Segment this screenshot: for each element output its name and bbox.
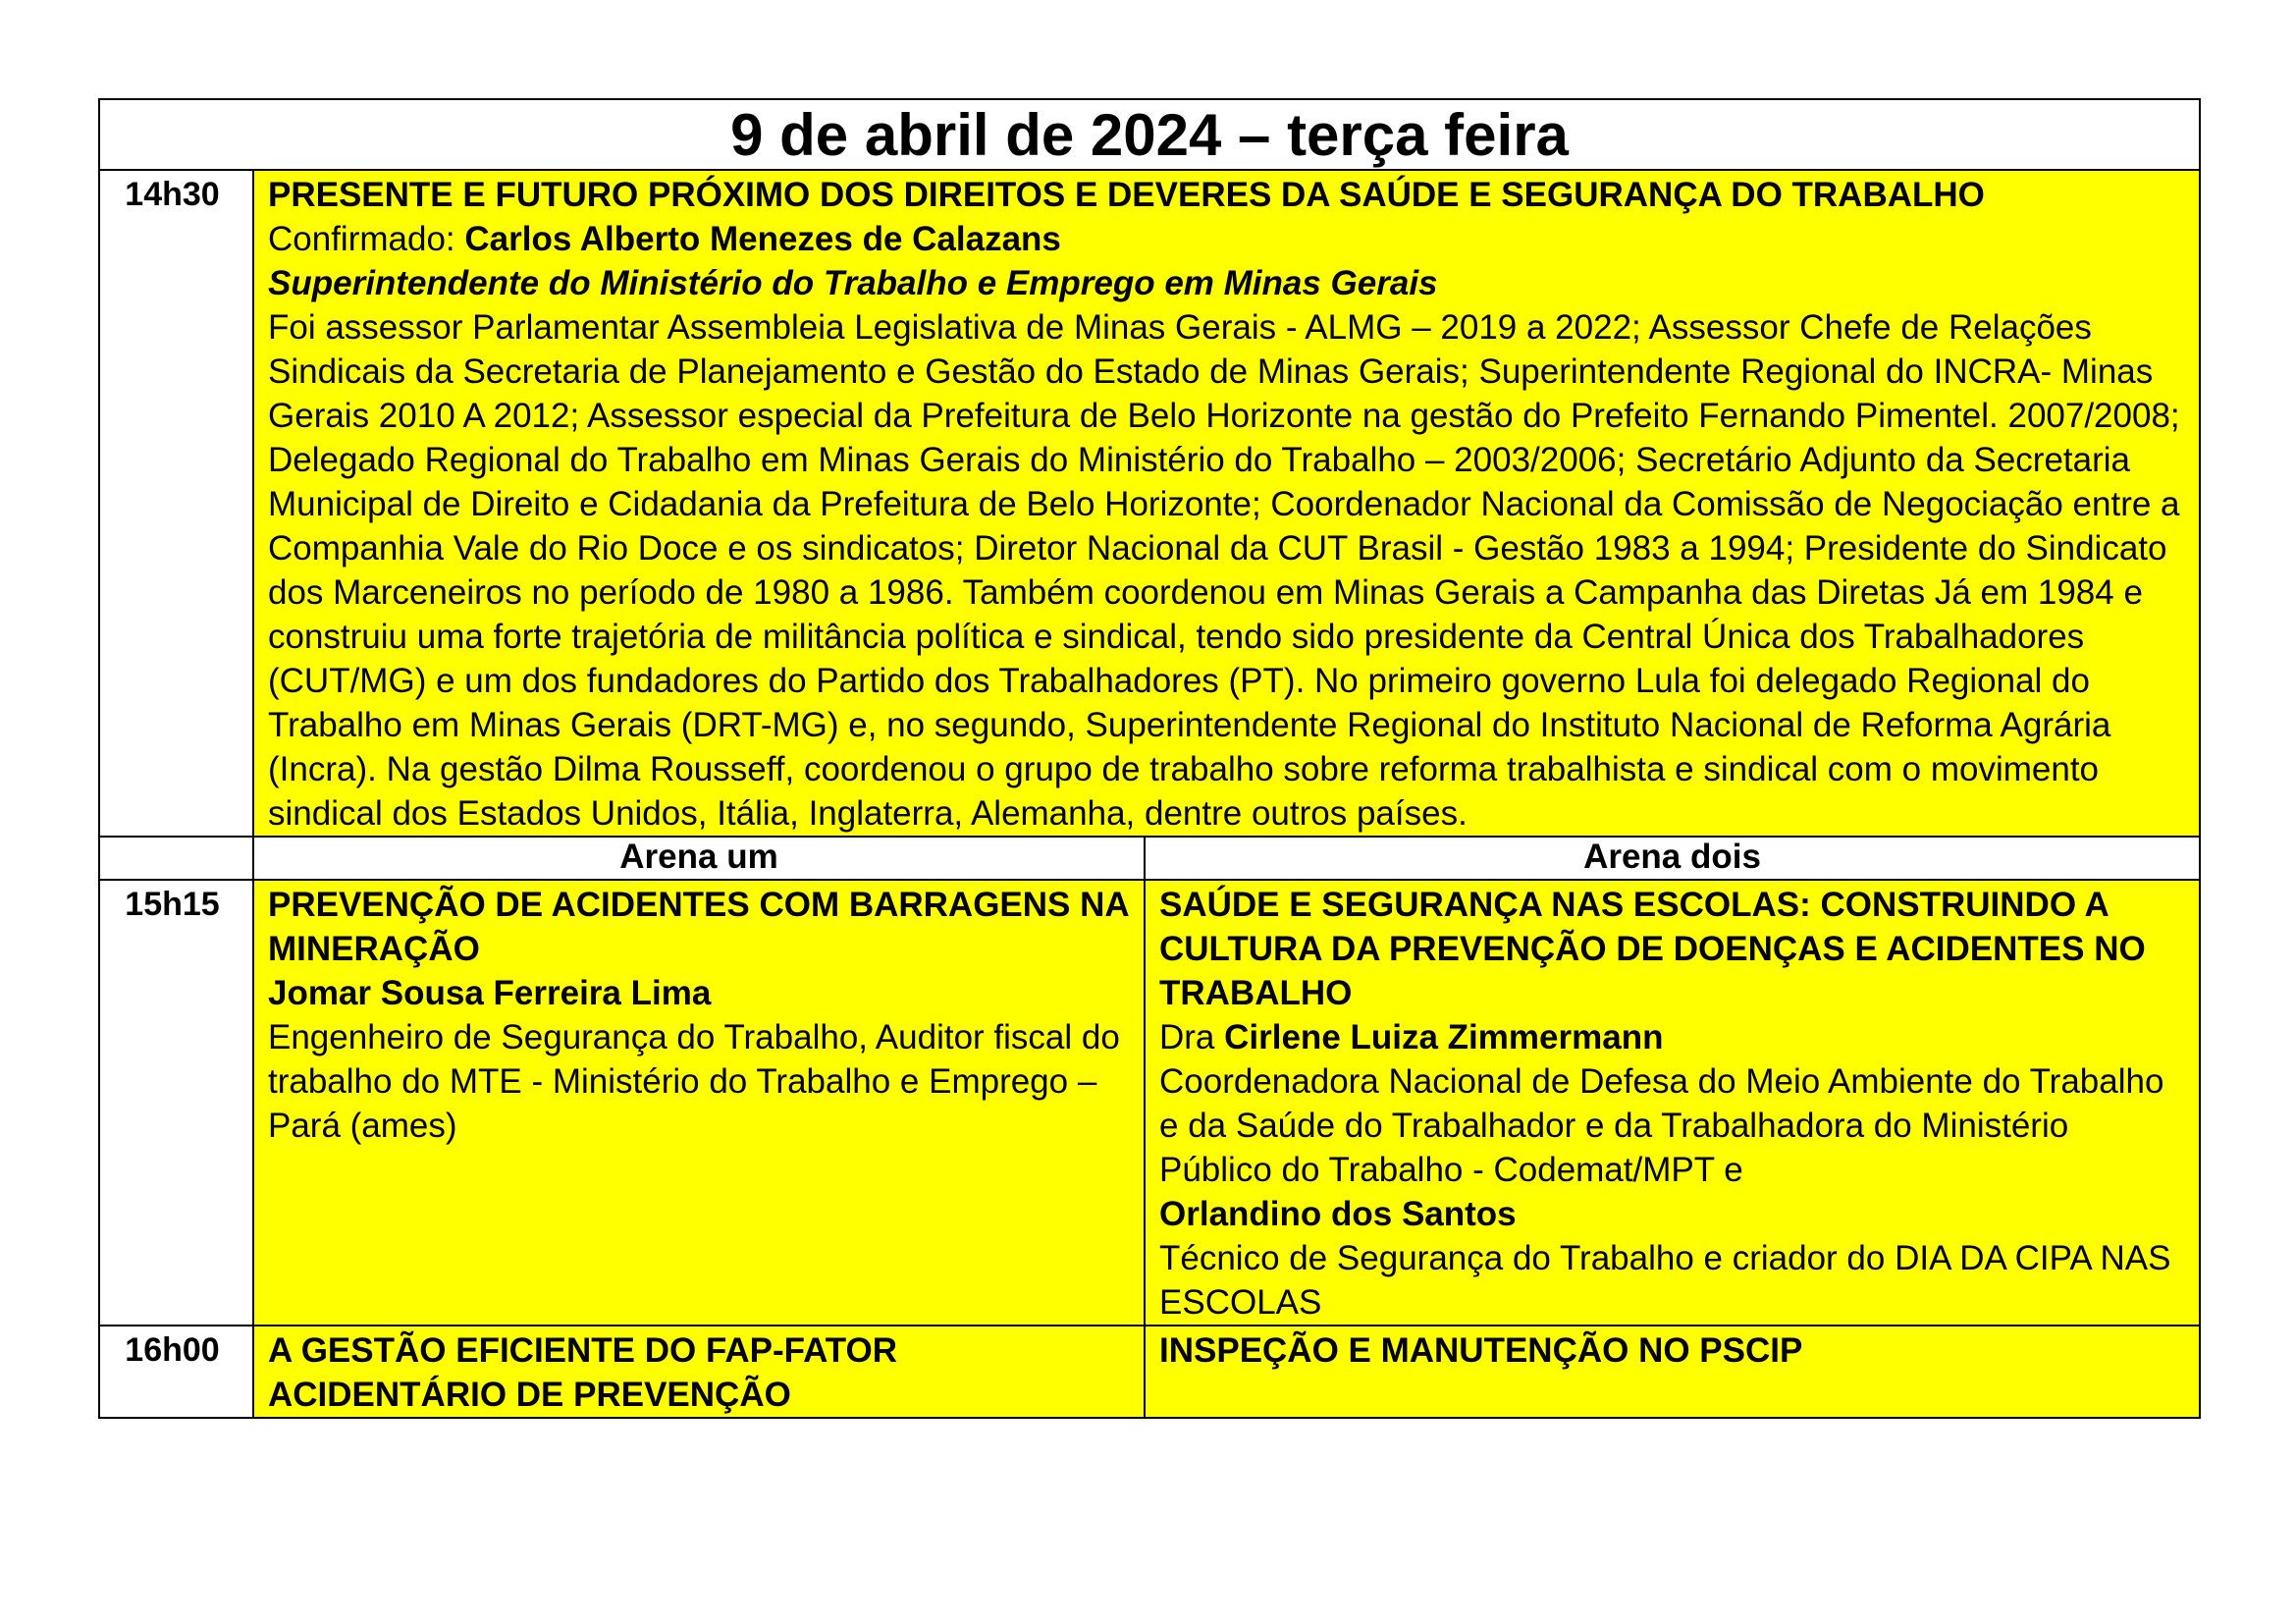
speaker-bio: Engenheiro de Segurança do Trabalho, Auditor fiscal do trabalho do MTE - Ministério do Trabalho e Emprego – Pará (ames) — [268, 1018, 1120, 1145]
time-cell: 16h00 — [99, 1326, 253, 1418]
schedule-table — [98, 98, 2201, 1419]
arena-one-header: Arena um — [253, 837, 1145, 880]
time-cell: 14h30 — [99, 170, 253, 837]
session-row-1600 — [99, 1326, 2200, 1418]
speaker-bio: Foi assessor Parlamentar Assembleia Legislativa de Minas Gerais - ALMG – 2019 a 2022; Assessor Chefe de Relações Sindicais da Secretaria de Planejamento e Gestão do Estado de Minas Gerais; Superintendente Regional do INCRA- Minas Gerais 2010 A 2012; Assessor especial da Prefeitura de Belo Horizonte na gestão do Prefeito Fernando Pimentel. 2007/2008; Delegado Regional do Trabalho em Minas Gerais do Ministério do Trabalho – 2003/2006; Secretário Adjunto da Secretaria Municipal de Direito e Cidadania da Prefeitura de Belo Horizonte; Coordenador Nacional da Comissão de Negociação entre a Companhia Vale do Rio Doce e os sindicatos; Diretor Nacional da CUT Brasil - Gestão 1983 a 1994; Presidente do Sindicato dos Marceneiros no período de 1980 a 1986. Também coordenou em Minas Gerais a Campanha das Diretas Já em 1984 e construiu uma forte trajetória de militância política e sindical, tendo sido presidente da Central Única dos Trabalhadores (CUT/MG) e um dos fundadores do Partido dos Trabalhadores (PT). No primeiro governo Lula foi delegado Regional do Trabalho em Minas Gerais (DRT-MG) e, no segundo, Superintendente Regional do Instituto Nacional de Reforma Agrária (Incra). Na gestão Dilma Rousseff, coordenou o grupo de trabalho sobre reforma trabalhista e sindical com o movimento sindical dos Estados Unidos, Itália, Inglaterra, Alemanha, dentre outros países. — [268, 308, 2180, 833]
empty-cell — [99, 837, 253, 880]
arena-one-session — [253, 880, 1145, 1326]
speaker-prefix: Confirmado: — [268, 220, 465, 258]
speaker-line — [1159, 1015, 2185, 1059]
arena-one-session — [253, 1326, 1145, 1418]
session-title: INSPEÇÃO E MANUTENÇÃO NO PSCIP — [1159, 1331, 1803, 1370]
speaker-name: Carlos Alberto Menezes de Calazans — [464, 220, 1061, 258]
arena-two-header: Arena dois — [1145, 837, 2200, 880]
title-row — [99, 99, 2200, 170]
page-title: 9 de abril de 2024 – terça feira — [99, 99, 2200, 170]
speaker-role: Superintendente do Ministério do Trabalho e Emprego em Minas Gerais — [268, 264, 1438, 302]
speaker-name: Cirlene Luiza Zimmermann — [1224, 1018, 1664, 1056]
session-title: PRESENTE E FUTURO PRÓXIMO DOS DIREITOS E DEVERES DA SAÚDE E SEGURANÇA DO TRABALHO — [268, 176, 1985, 214]
arena-header-row — [99, 837, 2200, 880]
session-title: SAÚDE E SEGURANÇA NAS ESCOLAS: CONSTRUINDO A CULTURA DA PREVENÇÃO DE DOENÇAS E ACIDENTES NO TRABALHO — [1159, 886, 2146, 1012]
session-title: PREVENÇÃO DE ACIDENTES COM BARRAGENS NA MINERAÇÃO — [268, 886, 1129, 968]
speaker-name: Jomar Sousa Ferreira Lima — [268, 974, 712, 1012]
speaker-line — [268, 217, 2185, 261]
arena-two-session — [1145, 880, 2200, 1326]
speaker-name: Orlandino dos Santos — [1159, 1195, 1517, 1233]
speaker-bio: Técnico de Segurança do Trabalho e criador do DIA DA CIPA NAS ESCOLAS — [1159, 1239, 2171, 1322]
speaker-prefix: Dra — [1159, 1018, 1225, 1056]
time-cell: 15h15 — [99, 880, 253, 1326]
arena-two-session — [1145, 1326, 2200, 1418]
session-row-1515 — [99, 880, 2200, 1326]
session-row-1430 — [99, 170, 2200, 837]
session-title: A GESTÃO EFICIENTE DO FAP-FATOR ACIDENTÁRIO DE PREVENÇÃO — [268, 1331, 898, 1414]
session-cell — [253, 170, 2200, 837]
speaker-bio: Coordenadora Nacional de Defesa do Meio Ambiente do Trabalho e da Saúde do Trabalhador e da Trabalhadora do Ministério Público do Trabalho - Codemat/MPT e — [1159, 1062, 2164, 1189]
